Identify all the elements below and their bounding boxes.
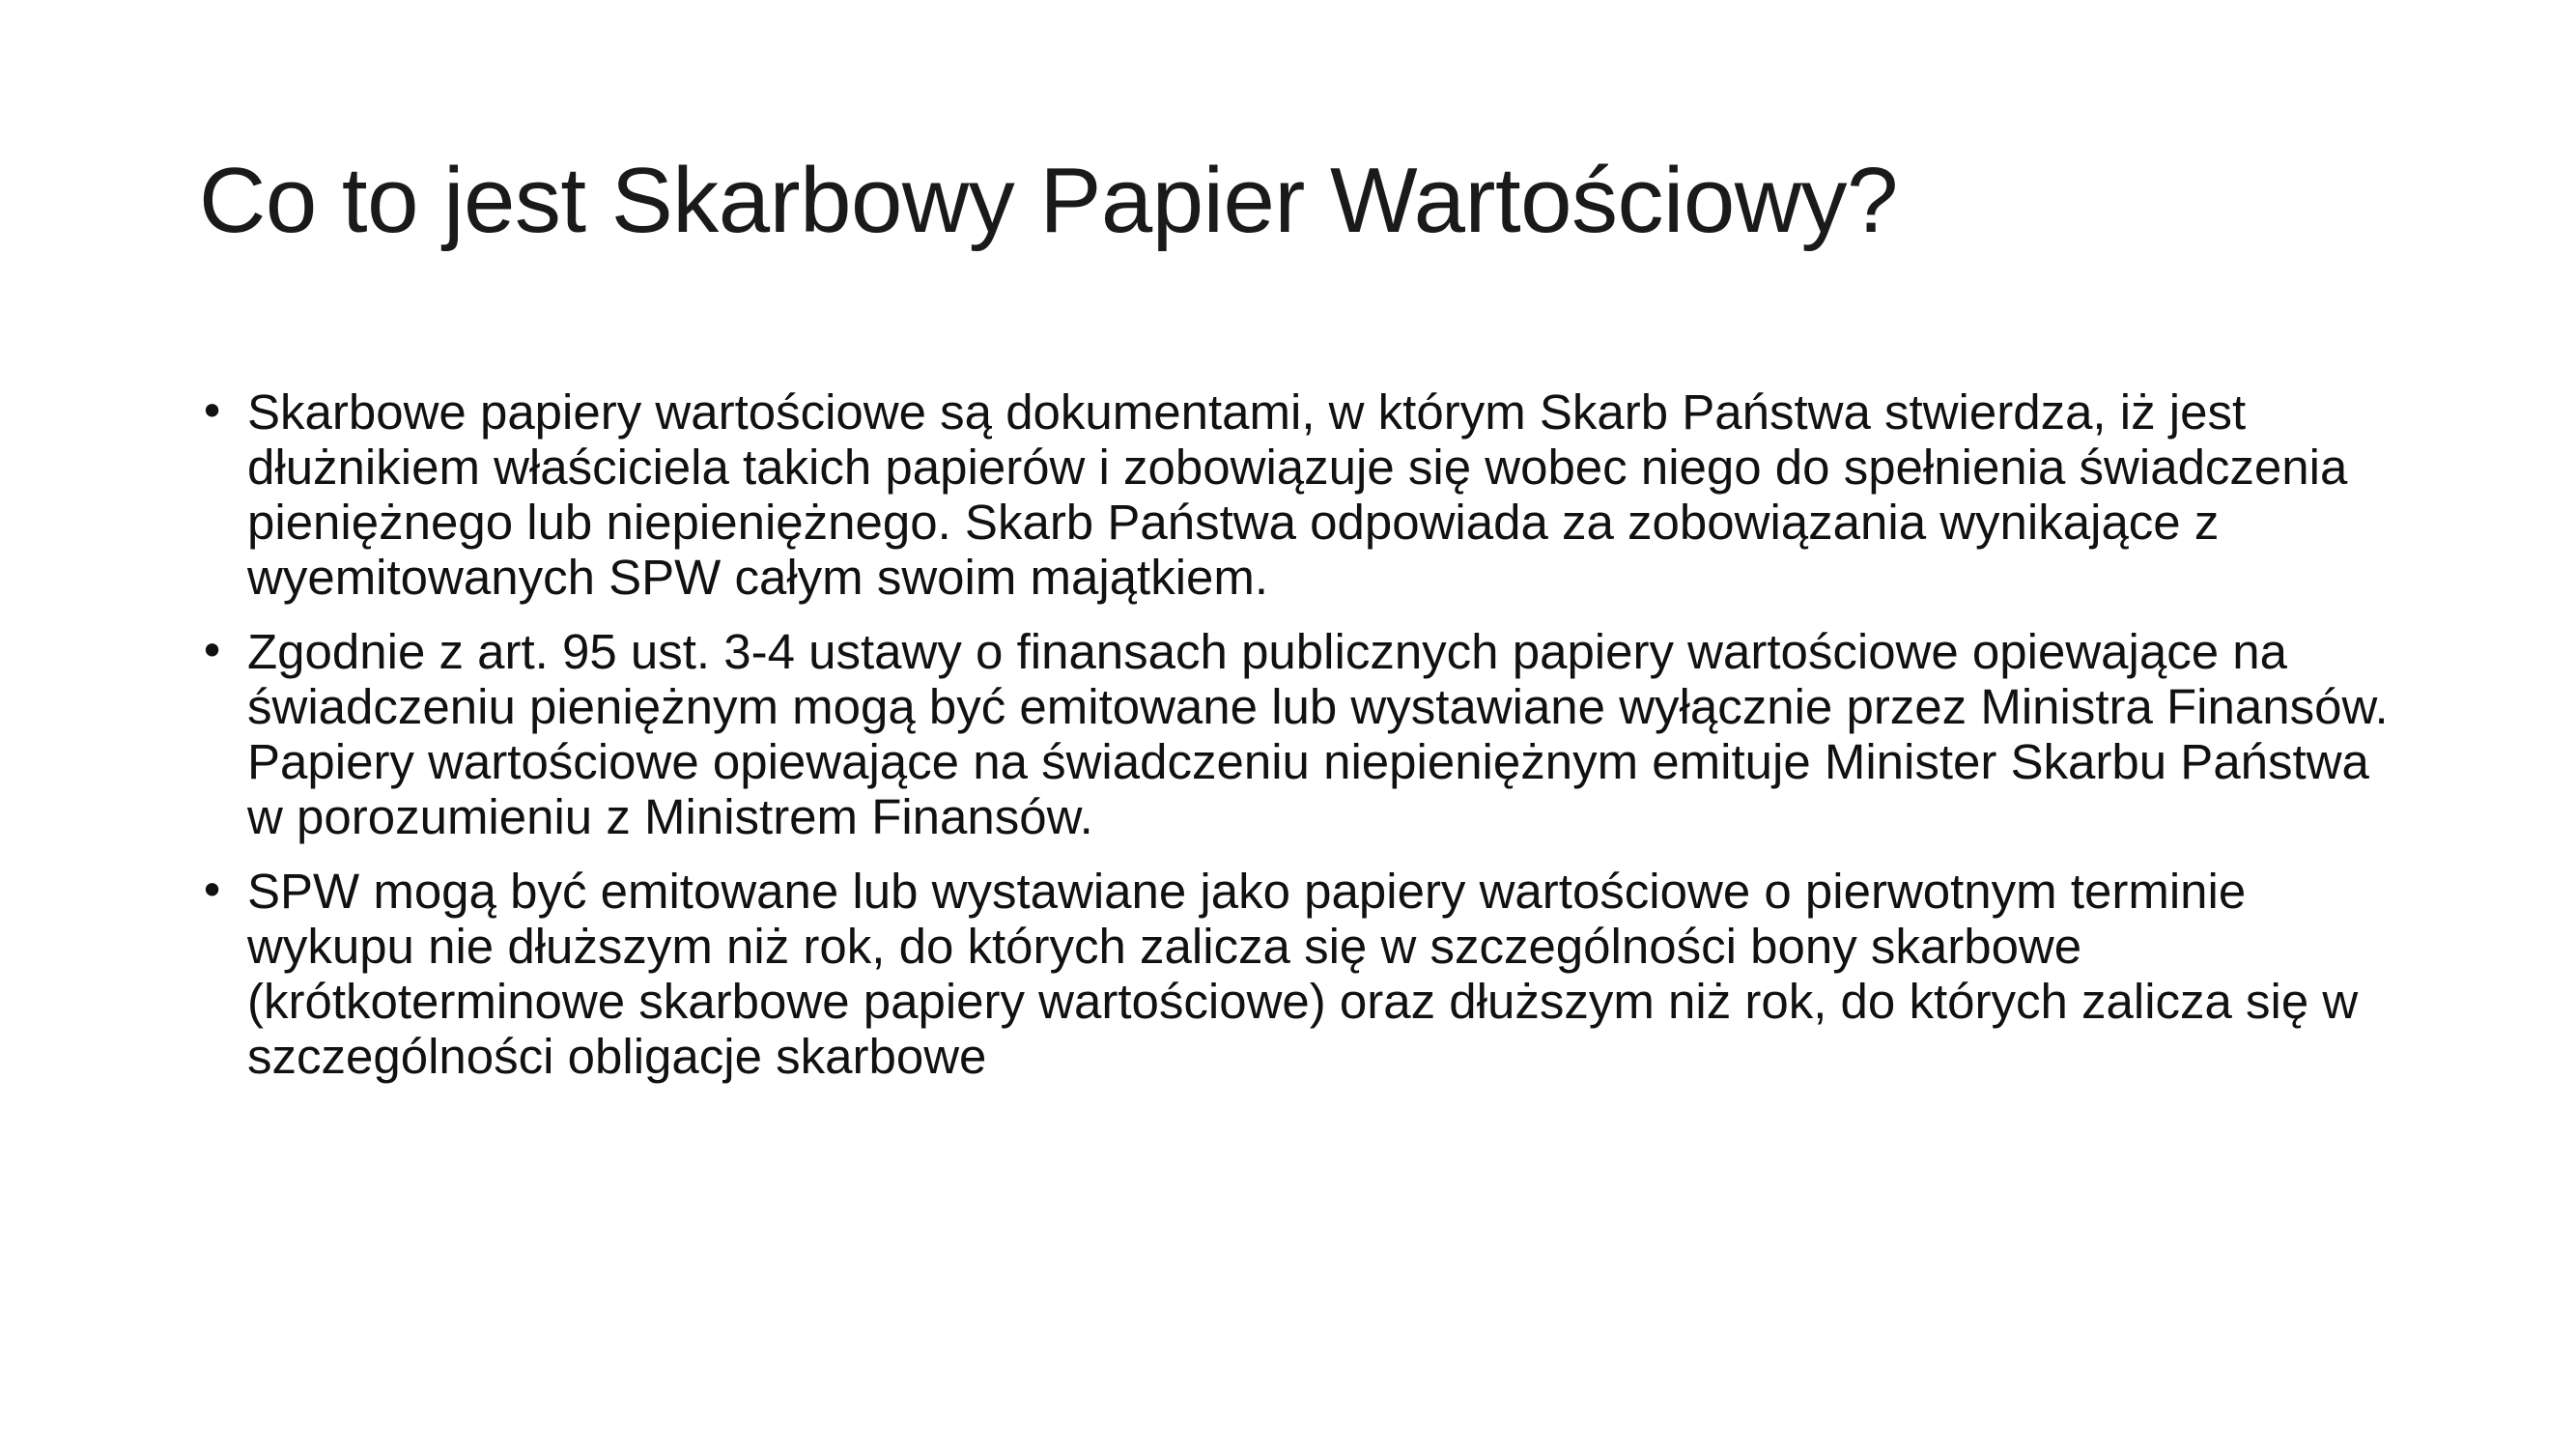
bullet-dot-icon: • (199, 385, 226, 438)
bullet-item (199, 384, 2411, 605)
bullet-text: Zgodnie z art. 95 ust. 3-4 ustawy o finansach publicznych papiery wartościowe opiewające na świadczeniu pieniężnym mogą być emitowane lub wystawiane wyłącznie przez Ministra Finansów. Papiery wartościowe opiewające na świadczeniu niepieniężnym emituje Minister Skarbu Państwa w porozumieniu z Ministrem Finansów. (247, 624, 2389, 844)
bullet-list (199, 384, 2411, 1103)
bullet-item (199, 864, 2411, 1084)
bullet-dot-icon: • (199, 865, 226, 917)
bullet-dot-icon: • (199, 625, 226, 677)
bullet-item (199, 624, 2411, 844)
bullet-text: Skarbowe papiery wartościowe są dokumentami, w którym Skarb Państwa stwierdza, iż jest dłużnikiem właściciela takich papierów i zobowiązuje się wobec niego do spełnienia świadczenia pieniężnego lub niepieniężnego. Skarb Państwa odpowiada za zobowiązania wynikające z wyemitowanych SPW całym swoim majątkiem. (247, 384, 2348, 605)
slide-title: Co to jest Skarbowy Papier Wartościowy? (199, 149, 1898, 252)
bullet-text: SPW mogą być emitowane lub wystawiane jako papiery wartościowe o pierwotnym terminie wykupu nie dłuższym niż rok, do których zalicza się w szczególności bony skarbowe (krótkoterminowe skarbowe papiery wartościowe) oraz dłuższym niż rok, do których zalicza się w szczególności obligacje skarbowe (247, 864, 2359, 1084)
